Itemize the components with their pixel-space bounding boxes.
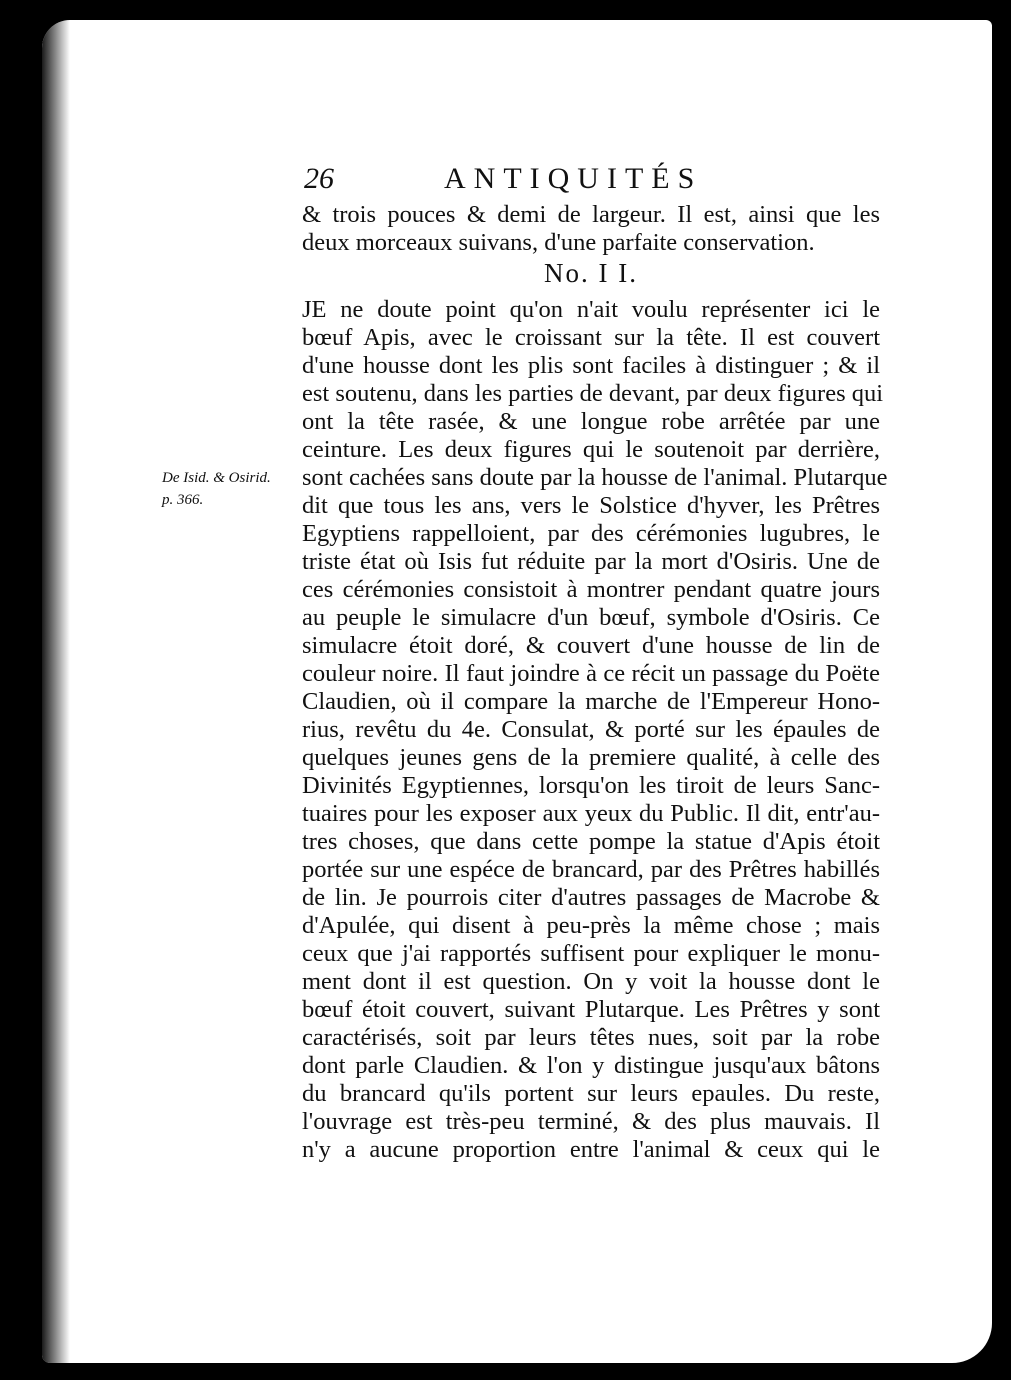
section-heading: No. I I. — [544, 258, 638, 288]
text-line: quelques jeunes gens de la premiere qualité, à celle des — [302, 744, 880, 771]
text-line: Claudien, où il compare la marche de l'Empereur Hono- — [302, 688, 880, 715]
text-line: Divinités Egyptiennes, lorsqu'on les tiroit de leurs Sanc- — [302, 772, 880, 799]
text-line: d'une housse dont les plis sont faciles à distinguer ; & il — [302, 352, 880, 379]
text-line: tuaires pour les exposer aux yeux du Public. Il dit, entr'au- — [302, 800, 880, 827]
text-line: ont la tête rasée, & une longue robe arrêtée par une — [302, 408, 880, 435]
text-line: couleur noire. Il faut joindre à ce récit un passage du Poëte — [302, 660, 880, 687]
text-line: ces cérémonies consistoit à montrer pendant quatre jours — [302, 576, 880, 603]
text-line: l'ouvrage est très-peu terminé, & des plus mauvais. Il — [302, 1108, 880, 1135]
text-line: ceinture. Les deux figures qui le soutenoit par derrière, — [302, 436, 880, 463]
text-line: caractérisés, soit par leurs têtes nues, soit par la robe — [302, 1024, 880, 1051]
text-line: simulacre étoit doré, & couvert d'une housse de lin de — [302, 632, 880, 659]
text-line: ceux que j'ai rapportés suffisent pour expliquer le monu- — [302, 940, 880, 967]
text-line: n'y a aucune proportion entre l'animal & ceux qui le — [302, 1136, 880, 1163]
text-line: tres choses, que dans cette pompe la statue d'Apis étoit — [302, 828, 880, 855]
text-line: & trois pouces & demi de largeur. Il est, ainsi que les — [302, 201, 880, 228]
running-title: ANTIQUITÉS — [444, 162, 703, 195]
text-line: rius, revêtu du 4e. Consulat, & porté sur les épaules de — [302, 716, 880, 743]
margin-note-line-1: De Isid. & Osirid. — [162, 470, 271, 486]
text-line: dit que tous les ans, vers le Solstice d'hyver, les Prêtres — [302, 492, 880, 519]
book-page — [42, 20, 992, 1363]
text-line: est soutenu, dans les parties de devant, par deux figures qui — [302, 380, 884, 407]
text-line: Egyptiens rappelloient, par des cérémonies lugubres, le — [302, 520, 880, 547]
page-number: 26 — [304, 162, 334, 195]
page-header — [304, 162, 874, 202]
text-line: de lin. Je pourrois citer d'autres passages de Macrobe & — [302, 884, 880, 911]
text-line: ment dont il est question. On y voit la housse dont le — [302, 968, 880, 995]
text-line: dont parle Claudien. & l'on y distingue jusqu'aux bâtons — [302, 1052, 880, 1079]
text-line: au peuple le simulacre d'un bœuf, symbole d'Osiris. Ce — [302, 604, 880, 631]
text-line: sont cachées sans doute par la housse de l'animal. Plutarque — [302, 464, 888, 491]
text-line: bœuf Apis, avec le croissant sur la tête. Il est couvert — [302, 324, 880, 351]
text-line: JE ne doute point qu'on n'ait voulu représenter ici le — [302, 296, 880, 323]
margin-note-line-2: p. 366. — [162, 492, 204, 508]
page-edge-shadow — [42, 20, 70, 1363]
text-line: triste état où Isis fut réduite par la mort d'Osiris. Une de — [302, 548, 880, 575]
text-line: deux morceaux suivans, d'une parfaite conservation. — [302, 229, 815, 256]
text-line: d'Apulée, qui disent à peu-près la même chose ; mais — [302, 912, 880, 939]
text-line: du brancard qu'ils portent sur leurs epaules. Du reste, — [302, 1080, 880, 1107]
text-line: bœuf étoit couvert, suivant Plutarque. Les Prêtres y sont — [302, 996, 880, 1023]
text-line: portée sur une espéce de brancard, par des Prêtres habillés — [302, 856, 880, 883]
